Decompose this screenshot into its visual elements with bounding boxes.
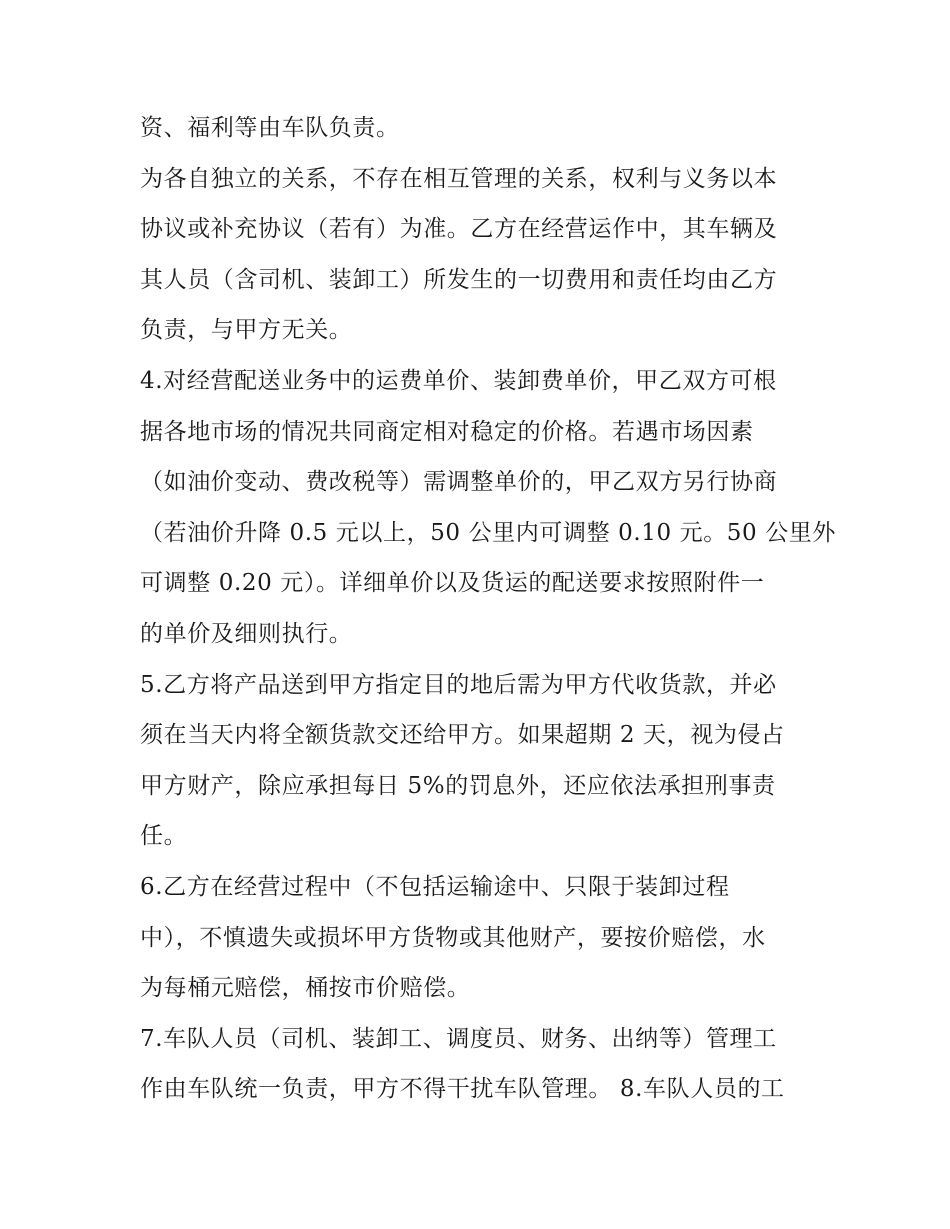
text-line: 资、福利等由车队负责。 xyxy=(140,115,400,141)
text-line: 可调整 0.20 元）。详细单价以及货运的配送要求按照附件一 xyxy=(140,570,765,597)
text-line: 据各地市场的情况共同商定相对稳定的价格。若遇市场因素 xyxy=(140,418,754,445)
contract-text-block xyxy=(140,103,836,1115)
text-line: 须在当天内将全额货款交还给甲方。如果超期 2 天，视为侵占 xyxy=(140,722,785,749)
text-line: （如油价变动、费改税等）需调整单价的，甲乙双方另行协商 xyxy=(140,469,778,496)
clause-4-line: 4.对经营配送业务中的运费单价、装卸费单价，甲乙双方可根 xyxy=(140,367,777,394)
clause-7-line: 7.车队人员（司机、装卸工、调度员、财务、出纳等）管理工 xyxy=(140,1025,777,1052)
text-line: 负责，与甲方无关。 xyxy=(140,317,353,344)
text-line: 其人员（含司机、装卸工）所发生的一切费用和责任均由乙方 xyxy=(140,266,778,293)
text-line: 为每桶元赔偿，桶按市价赔偿。 xyxy=(140,975,471,1002)
text-line: 协议或补充协议（若有）为准。乙方在经营运作中，其车辆及 xyxy=(140,216,778,243)
text-line: 任。 xyxy=(140,823,188,850)
text-line: 甲方财产，除应承担每日 5%的罚息外，还应依法承担刑事责 xyxy=(140,772,776,799)
text-line: 作由车队统一负责，甲方不得干扰车队管理。 8.车队人员的工 xyxy=(140,1076,785,1103)
text-line: 中），不慎遗失或损坏甲方货物或其他财产，要按价赔偿，水 xyxy=(140,924,766,951)
text-line: 为各自独立的关系，不存在相互管理的关系，权利与义务以本 xyxy=(140,165,778,192)
clause-6-line: 6.乙方在经营过程中（不包括运输途中、只限于装卸过程 xyxy=(140,873,730,900)
clause-5-line: 5.乙方将产品送到甲方指定目的地后需为甲方代收货款，并必 xyxy=(140,671,777,698)
text-line: （若油价升降 0.5 元以上，50 公里内可调整 0.10 元。50 公里外 xyxy=(140,519,836,546)
text-line: 的单价及细则执行。 xyxy=(140,620,353,647)
